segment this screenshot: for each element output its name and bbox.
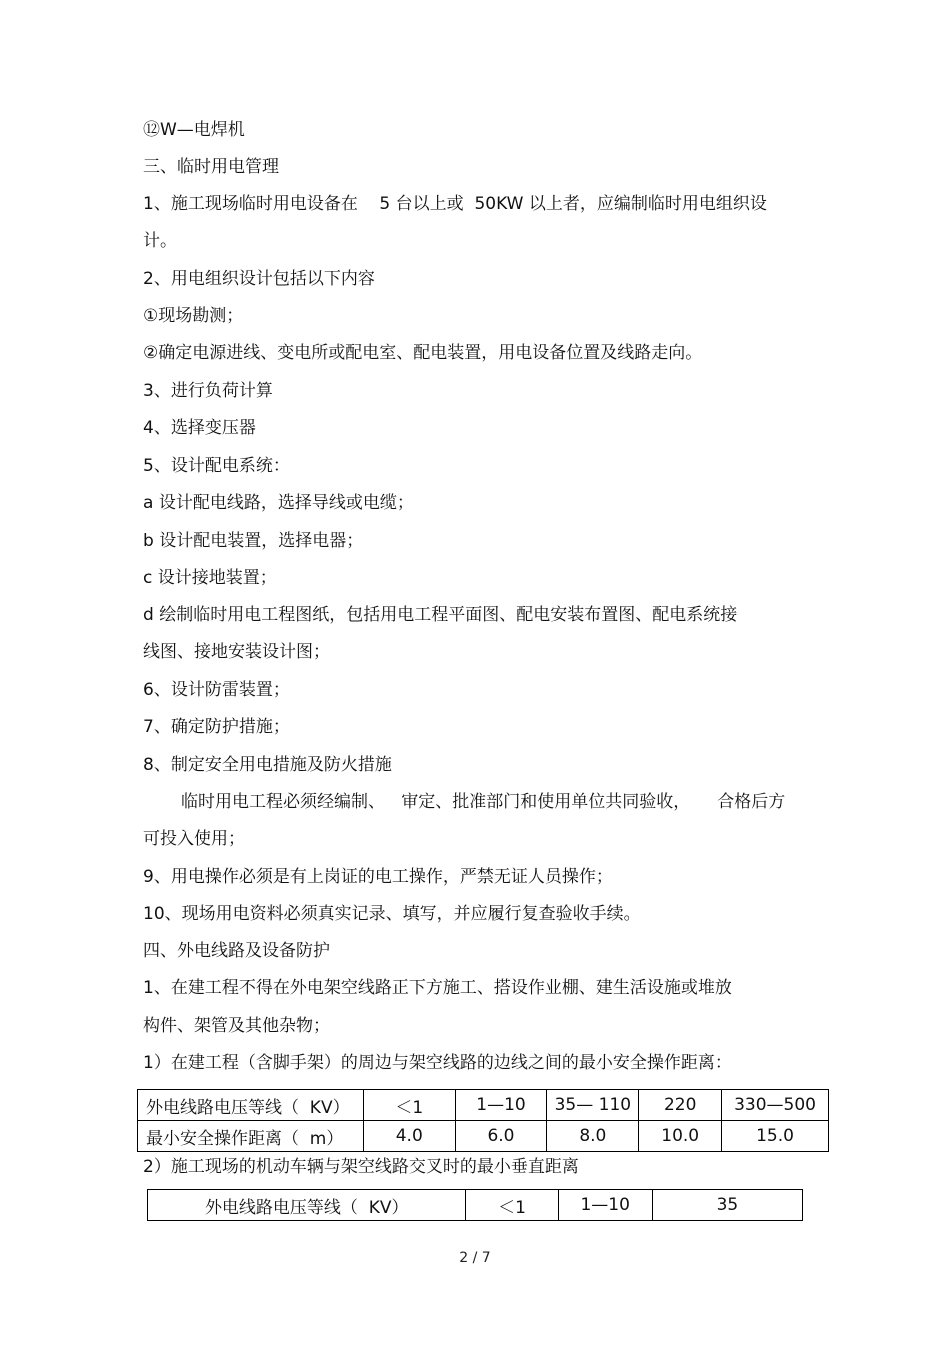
- text-line: 4、选择变压器: [143, 418, 256, 438]
- table-cell: 6.0: [455, 1121, 547, 1152]
- text-line: 10、现场用电资料必须真实记录、填写，并应履行复查验收手续。: [143, 904, 641, 924]
- text-line: 1、在建工程不得在外电架空线路正下方施工、搭设作业棚、建生活设施或堆放: [143, 978, 732, 998]
- table-cell: 35: [652, 1190, 802, 1221]
- table-cell: 15.0: [722, 1121, 829, 1152]
- section-heading: 三、临时用电管理: [143, 157, 279, 177]
- table-row: [138, 1121, 829, 1152]
- table-cell: 8.0: [547, 1121, 639, 1152]
- text-line: c 设计接地装置；: [143, 568, 277, 588]
- vertical-distance-table: [147, 1189, 803, 1221]
- text-line: 5、设计配电系统：: [143, 456, 290, 476]
- text-line: ⑫W—电焊机: [143, 120, 245, 140]
- table-cell: 10.0: [639, 1121, 722, 1152]
- section-heading: 四、外电线路及设备防护: [143, 941, 330, 961]
- table-row: [148, 1190, 803, 1221]
- text-line: ①现场勘测；: [143, 306, 244, 326]
- text-line: 1）在建工程（含脚手架）的周边与架空线路的边线之间的最小安全操作距离：: [143, 1053, 732, 1073]
- table-cell: 4.0: [363, 1121, 455, 1152]
- text-line: 8、制定安全用电措施及防火措施: [143, 755, 392, 775]
- table-cell: ＜1: [466, 1190, 558, 1221]
- text-line: 临时用电工程必须经编制、 审定、批准部门和使用单位共同验收， 合格后方: [181, 792, 786, 812]
- table-cell: 35— 110: [547, 1090, 639, 1121]
- text-line: 6、设计防雷装置；: [143, 680, 290, 700]
- table-row: [138, 1090, 829, 1121]
- text-line: d 绘制临时用电工程图纸，包括用电工程平面图、配电安装布置图、配电系统接: [143, 605, 738, 625]
- text-line: 2、用电组织设计包括以下内容: [143, 269, 375, 289]
- text-line: 9、用电操作必须是有上岗证的电工操作，严禁无证人员操作；: [143, 867, 613, 887]
- text-line: 3、进行负荷计算: [143, 381, 273, 401]
- text-line: 线图、接地安装设计图；: [143, 642, 330, 662]
- text-line: 1、施工现场临时用电设备在 5 台以上或 50KW 以上者，应编制临时用电组织设: [143, 194, 767, 214]
- text-line: 可投入使用；: [143, 829, 245, 849]
- text-line: b 设计配电装置，选择电器；: [143, 531, 364, 551]
- text-line: 计。: [143, 231, 177, 251]
- text-line: ②确定电源进线、变电所或配电室、配电装置，用电设备位置及线路走向。: [143, 343, 703, 363]
- table-cell: ＜1: [363, 1090, 455, 1121]
- text-line: 构件、架管及其他杂物；: [143, 1016, 330, 1036]
- table-cell: 1—10: [455, 1090, 547, 1121]
- table-cell: 外电线路电压等线（ KV）: [138, 1090, 364, 1121]
- text-line: 7、确定防护措施；: [143, 717, 290, 737]
- table-cell: 1—10: [558, 1190, 652, 1221]
- text-line: a 设计配电线路，选择导线或电缆；: [143, 493, 414, 513]
- safety-distance-table: [137, 1089, 829, 1152]
- table-cell: 外电线路电压等线（ KV）: [148, 1190, 466, 1221]
- page-number: 2 / 7: [459, 1250, 491, 1266]
- table-cell: 220: [639, 1090, 722, 1121]
- table-cell: 最小安全操作距离（ m）: [138, 1121, 364, 1152]
- table-cell: 330—500: [722, 1090, 829, 1121]
- text-line: 2）施工现场的机动车辆与架空线路交叉时的最小垂直距离: [143, 1157, 579, 1177]
